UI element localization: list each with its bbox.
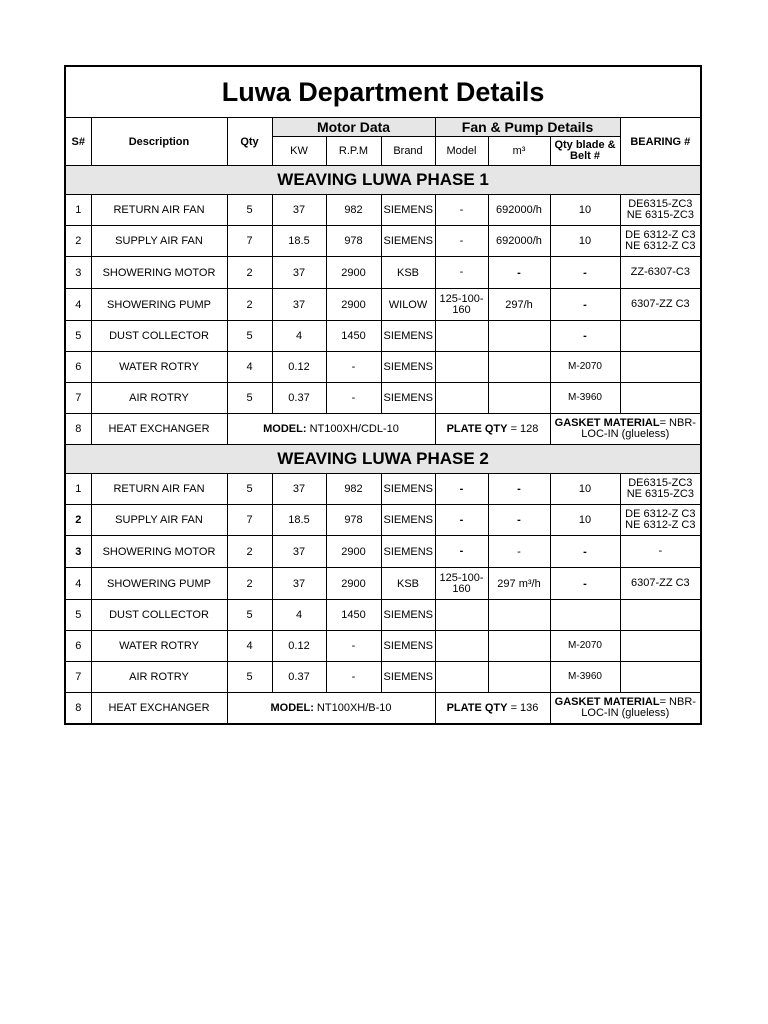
table-row	[65, 257, 701, 289]
row-description: DUST COLLECTOR	[91, 321, 227, 352]
row-m3: 692000/h	[488, 195, 550, 226]
row-qty: 2	[227, 257, 272, 289]
row-bearing: DE6315-ZC3 NE 6315-ZC3	[620, 474, 701, 505]
row-model: -	[435, 226, 488, 257]
row-description: RETURN AIR FAN	[91, 195, 227, 226]
header-fan-pump-details: Fan & Pump Details	[435, 118, 620, 137]
row-rpm: 982	[326, 474, 381, 505]
row-brand: SIEMENS	[381, 536, 435, 568]
row-description: HEAT EXCHANGER	[91, 693, 227, 725]
row-sno: 6	[65, 352, 91, 383]
row-qty: 5	[227, 474, 272, 505]
row-sno: 6	[65, 631, 91, 662]
row-qty: 4	[227, 631, 272, 662]
plate-qty-label: PLATE QTY	[446, 702, 508, 714]
heat-exchanger-plate-qty	[435, 693, 550, 725]
row-m3: -	[488, 536, 550, 568]
row-sno: 8	[65, 414, 91, 445]
table-row	[65, 289, 701, 321]
row-rpm: 2900	[326, 289, 381, 321]
gasket-material-value: = NBR-LOC-IN (glueless)	[581, 696, 696, 719]
row-qty: 2	[227, 568, 272, 600]
row-sno: 8	[65, 693, 91, 725]
row-model	[435, 383, 488, 414]
row-brand: SIEMENS	[381, 474, 435, 505]
row-m3: 297 m³/h	[488, 568, 550, 600]
row-rpm: 982	[326, 195, 381, 226]
table-row	[65, 631, 701, 662]
row-description: SUPPLY AIR FAN	[91, 505, 227, 536]
row-qty-blade-belt: -	[550, 257, 620, 289]
row-kw: 37	[272, 289, 326, 321]
row-qty-blade-belt: -	[550, 321, 620, 352]
row-brand: SIEMENS	[381, 195, 435, 226]
row-sno: 5	[65, 321, 91, 352]
row-kw: 37	[272, 257, 326, 289]
row-brand: SIEMENS	[381, 505, 435, 536]
row-rpm: -	[326, 662, 381, 693]
row-bearing	[620, 321, 701, 352]
row-rpm: 978	[326, 226, 381, 257]
row-model	[435, 321, 488, 352]
header-qty-blade-belt: Qty blade & Belt #	[550, 137, 620, 166]
row-brand: KSB	[381, 568, 435, 600]
row-bearing	[620, 631, 701, 662]
gasket-material-value: = NBR-LOC-IN (glueless)	[581, 417, 696, 440]
row-sno: 7	[65, 662, 91, 693]
gasket-material-label: GASKET MATERIAL	[554, 417, 660, 429]
row-qty: 5	[227, 600, 272, 631]
row-description: RETURN AIR FAN	[91, 474, 227, 505]
header-sno: S#	[65, 118, 91, 166]
row-sno: 5	[65, 600, 91, 631]
phase-title: WEAVING LUWA PHASE 1	[65, 166, 701, 195]
row-qty: 5	[227, 321, 272, 352]
row-qty-blade-belt: 10	[550, 505, 620, 536]
row-model	[435, 662, 488, 693]
row-m3	[488, 352, 550, 383]
row-description: DUST COLLECTOR	[91, 600, 227, 631]
heat-exchanger-row	[65, 414, 701, 445]
row-rpm: 2900	[326, 568, 381, 600]
row-qty-blade-belt: M-2070	[550, 631, 620, 662]
row-kw: 37	[272, 536, 326, 568]
row-model	[435, 631, 488, 662]
row-description: WATER ROTRY	[91, 352, 227, 383]
row-sno: 2	[65, 505, 91, 536]
header-qty: Qty	[227, 118, 272, 166]
row-model	[435, 352, 488, 383]
row-qty: 7	[227, 505, 272, 536]
row-description: WATER ROTRY	[91, 631, 227, 662]
row-m3	[488, 662, 550, 693]
row-brand: SIEMENS	[381, 383, 435, 414]
header-description: Description	[91, 118, 227, 166]
model-label: MODEL:	[263, 423, 307, 435]
row-description: SHOWERING PUMP	[91, 568, 227, 600]
row-kw: 18.5	[272, 226, 326, 257]
row-model: -	[435, 505, 488, 536]
row-rpm: -	[326, 352, 381, 383]
row-kw: 0.12	[272, 352, 326, 383]
row-qty-blade-belt: M-2070	[550, 352, 620, 383]
row-rpm: -	[326, 631, 381, 662]
row-description: AIR ROTRY	[91, 662, 227, 693]
row-sno: 2	[65, 226, 91, 257]
phase-header-row	[65, 166, 701, 195]
row-model: -	[435, 257, 488, 289]
header-brand: Brand	[381, 137, 435, 166]
row-m3	[488, 321, 550, 352]
plate-qty-value: = 136	[510, 702, 539, 714]
row-kw: 18.5	[272, 505, 326, 536]
row-description: SHOWERING MOTOR	[91, 257, 227, 289]
row-sno: 1	[65, 474, 91, 505]
row-kw: 37	[272, 474, 326, 505]
row-kw: 4	[272, 321, 326, 352]
row-bearing: -	[620, 536, 701, 568]
row-kw: 37	[272, 195, 326, 226]
phase-title: WEAVING LUWA PHASE 2	[65, 445, 701, 474]
row-m3	[488, 600, 550, 631]
row-brand: SIEMENS	[381, 352, 435, 383]
row-qty-blade-belt	[550, 600, 620, 631]
row-qty: 5	[227, 195, 272, 226]
heat-exchanger-model	[227, 414, 435, 445]
row-sno: 3	[65, 257, 91, 289]
luwa-details-table	[64, 65, 702, 725]
row-bearing: DE 6312-Z C3 NE 6312-Z C3	[620, 226, 701, 257]
row-brand: SIEMENS	[381, 226, 435, 257]
heat-exchanger-gasket	[550, 414, 701, 445]
page-title: Luwa Department Details	[65, 66, 701, 118]
phase-header-row	[65, 445, 701, 474]
row-rpm: 2900	[326, 536, 381, 568]
header-model: Model	[435, 137, 488, 166]
row-qty: 2	[227, 289, 272, 321]
gasket-material-label: GASKET MATERIAL	[554, 696, 660, 708]
table-row	[65, 600, 701, 631]
row-qty-blade-belt: M-3960	[550, 383, 620, 414]
row-m3	[488, 383, 550, 414]
row-qty-blade-belt: 10	[550, 226, 620, 257]
row-bearing: 6307-ZZ C3	[620, 289, 701, 321]
row-bearing	[620, 600, 701, 631]
row-kw: 37	[272, 568, 326, 600]
plate-qty-value: = 128	[510, 423, 539, 435]
row-sno: 3	[65, 536, 91, 568]
model-value: NT100XH/B-10	[316, 702, 392, 714]
row-model: -	[435, 195, 488, 226]
model-value: NT100XH/CDL-10	[309, 423, 399, 435]
row-kw: 4	[272, 600, 326, 631]
heat-exchanger-gasket	[550, 693, 701, 725]
row-qty-blade-belt: -	[550, 568, 620, 600]
row-description: SHOWERING MOTOR	[91, 536, 227, 568]
row-brand: SIEMENS	[381, 600, 435, 631]
row-bearing	[620, 662, 701, 693]
row-m3: -	[488, 474, 550, 505]
table-row	[65, 474, 701, 505]
header-rpm: R.P.M	[326, 137, 381, 166]
table-row	[65, 321, 701, 352]
model-label: MODEL:	[270, 702, 314, 714]
row-brand: SIEMENS	[381, 662, 435, 693]
heat-exchanger-row	[65, 693, 701, 725]
header-motor-data: Motor Data	[272, 118, 435, 137]
row-m3: -	[488, 505, 550, 536]
row-brand: KSB	[381, 257, 435, 289]
row-model	[435, 600, 488, 631]
row-sno: 7	[65, 383, 91, 414]
table-row	[65, 195, 701, 226]
header-m3: m³	[488, 137, 550, 166]
table-row	[65, 383, 701, 414]
table-row	[65, 662, 701, 693]
row-sno: 4	[65, 568, 91, 600]
row-qty-blade-belt: 10	[550, 195, 620, 226]
row-kw: 0.37	[272, 383, 326, 414]
row-qty-blade-belt: -	[550, 289, 620, 321]
row-kw: 0.37	[272, 662, 326, 693]
header-bearing: BEARING #	[620, 118, 701, 166]
row-m3: -	[488, 257, 550, 289]
row-rpm: 1450	[326, 321, 381, 352]
header-kw: KW	[272, 137, 326, 166]
row-qty-blade-belt: M-3960	[550, 662, 620, 693]
row-description: SHOWERING PUMP	[91, 289, 227, 321]
row-rpm: 1450	[326, 600, 381, 631]
row-bearing: ZZ-6307-C3	[620, 257, 701, 289]
row-qty: 2	[227, 536, 272, 568]
table-row	[65, 568, 701, 600]
row-sno: 4	[65, 289, 91, 321]
row-description: HEAT EXCHANGER	[91, 414, 227, 445]
heat-exchanger-model	[227, 693, 435, 725]
row-rpm: -	[326, 383, 381, 414]
row-model: 125-100-160	[435, 568, 488, 600]
row-brand: WILOW	[381, 289, 435, 321]
row-bearing: DE6315-ZC3 NE 6315-ZC3	[620, 195, 701, 226]
row-qty: 5	[227, 383, 272, 414]
row-sno: 1	[65, 195, 91, 226]
row-description: SUPPLY AIR FAN	[91, 226, 227, 257]
row-qty: 4	[227, 352, 272, 383]
row-bearing	[620, 383, 701, 414]
row-model: -	[435, 536, 488, 568]
row-bearing: DE 6312-Z C3 NE 6312-Z C3	[620, 505, 701, 536]
row-bearing: 6307-ZZ C3	[620, 568, 701, 600]
table-row	[65, 505, 701, 536]
heat-exchanger-plate-qty	[435, 414, 550, 445]
plate-qty-label: PLATE QTY	[446, 423, 508, 435]
row-qty: 7	[227, 226, 272, 257]
row-m3	[488, 631, 550, 662]
row-rpm: 2900	[326, 257, 381, 289]
row-m3: 692000/h	[488, 226, 550, 257]
row-bearing	[620, 352, 701, 383]
row-qty: 5	[227, 662, 272, 693]
row-qty-blade-belt: 10	[550, 474, 620, 505]
row-brand: SIEMENS	[381, 321, 435, 352]
table-row	[65, 536, 701, 568]
table-row	[65, 352, 701, 383]
row-model: -	[435, 474, 488, 505]
row-model: 125-100-160	[435, 289, 488, 321]
row-qty-blade-belt: -	[550, 536, 620, 568]
row-m3: 297/h	[488, 289, 550, 321]
row-brand: SIEMENS	[381, 631, 435, 662]
table-row	[65, 226, 701, 257]
row-kw: 0.12	[272, 631, 326, 662]
row-rpm: 978	[326, 505, 381, 536]
row-description: AIR ROTRY	[91, 383, 227, 414]
